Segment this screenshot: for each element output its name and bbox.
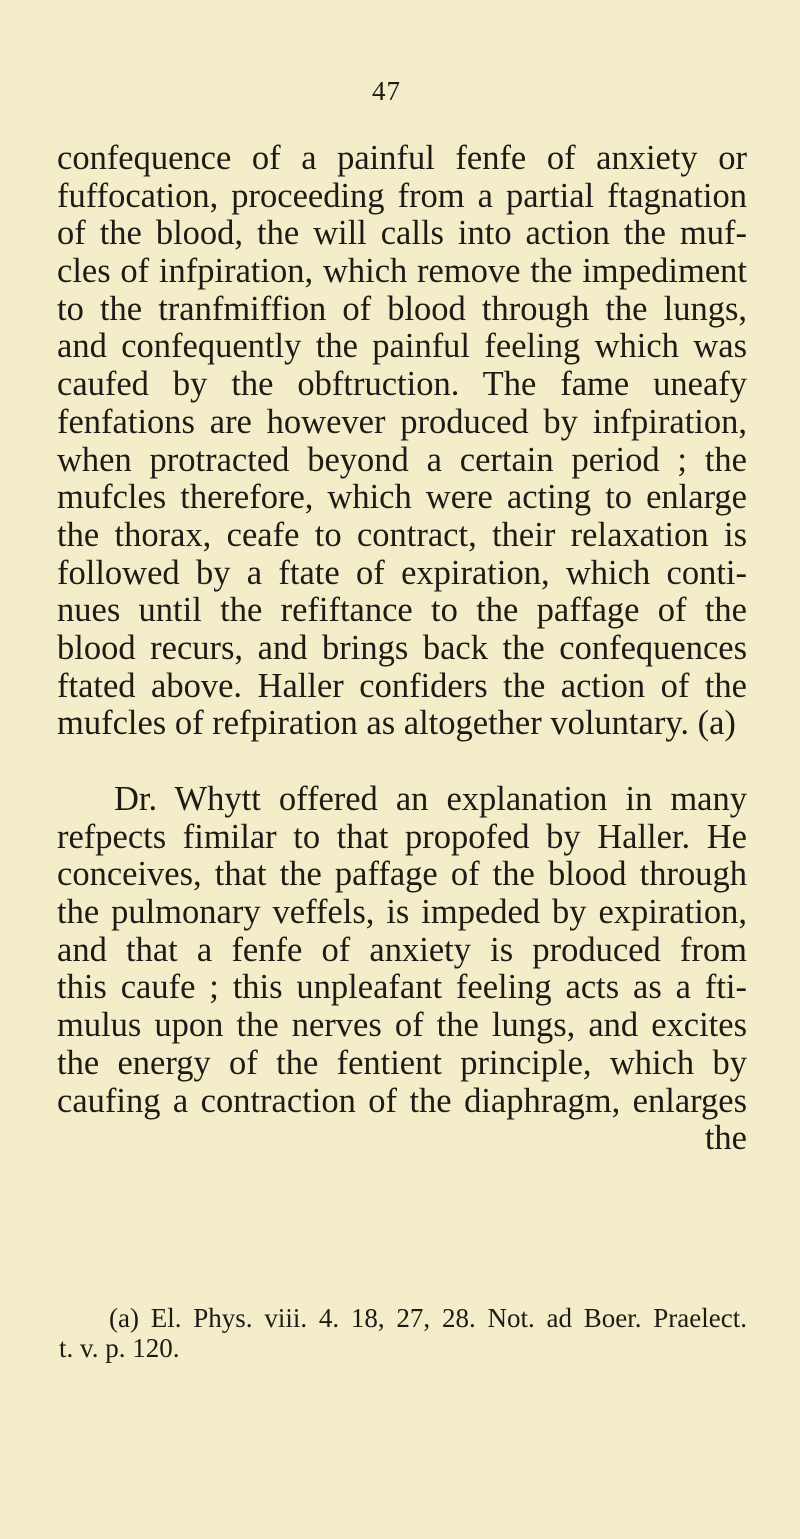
footnote-line: t. v. p. 120. — [59, 1333, 180, 1363]
text-line: the thorax, ceafe to contract, their relaxation is — [57, 515, 747, 554]
text-line: nues until the refiftance to the paffage of the — [57, 591, 747, 630]
footnote-line: (a) El. Phys. viii. 4. 18, 27, 28. Not. ad Boer. Praelect. — [109, 1303, 747, 1333]
text-line: mufcles therefore, which were acting to enlarge — [57, 478, 747, 517]
text-line: the energy of the fentient principle, which by — [57, 1043, 747, 1082]
page-number: 47 — [372, 76, 401, 106]
text-line: and that a fenfe of anxiety is produced from — [57, 930, 747, 969]
text-line: cles of infpiration, which remove the impediment — [57, 252, 747, 291]
text-line: when protracted beyond a certain period ; the — [57, 440, 747, 479]
text-line: mulus upon the nerves of the lungs, and excites — [57, 1006, 747, 1045]
text-line: refpects fimilar to that propofed by Haller. He — [57, 817, 747, 856]
text-line: caufed by the obftruction. The fame uneafy — [57, 365, 747, 404]
text-line: mufcles of refpiration as altogether voluntary. (a) — [57, 704, 736, 743]
paragraph-gap — [57, 743, 747, 781]
footnote — [59, 1303, 747, 1363]
text-line: the pulmonary veffels, is impeded by expiration, — [57, 893, 747, 932]
text-line: ftated above. Haller confiders the action of the — [57, 666, 747, 705]
text-line: of the blood, the will calls into action the muf- — [57, 214, 747, 253]
text-line: to the tranfmiffion of blood through the lungs, — [57, 289, 747, 328]
text-line: blood recurs, and brings back the confequences — [57, 628, 747, 667]
text-line: fuffocation, proceeding from a partial ftagnation — [57, 176, 747, 215]
text-line: Dr. Whytt offered an explanation in many — [114, 780, 747, 818]
catchword: the — [704, 1119, 747, 1158]
body-text — [57, 140, 747, 1158]
paragraph — [57, 781, 747, 1158]
text-line: and confequently the painful feeling which was — [57, 327, 747, 366]
text-line: fenfations are however produced by infpiration, — [57, 402, 747, 441]
text-line: conceives, that the paffage of the blood through — [57, 855, 747, 894]
text-line: caufing a contraction of the diaphragm, enlarges — [57, 1081, 747, 1120]
text-line: this caufe ; this unpleafant feeling acts as a fti- — [57, 968, 747, 1007]
paragraph — [57, 140, 747, 743]
text-line: confequence of a painful fenfe of anxiety or — [57, 139, 747, 177]
text-line: followed by a ftate of expiration, which conti- — [57, 553, 747, 592]
